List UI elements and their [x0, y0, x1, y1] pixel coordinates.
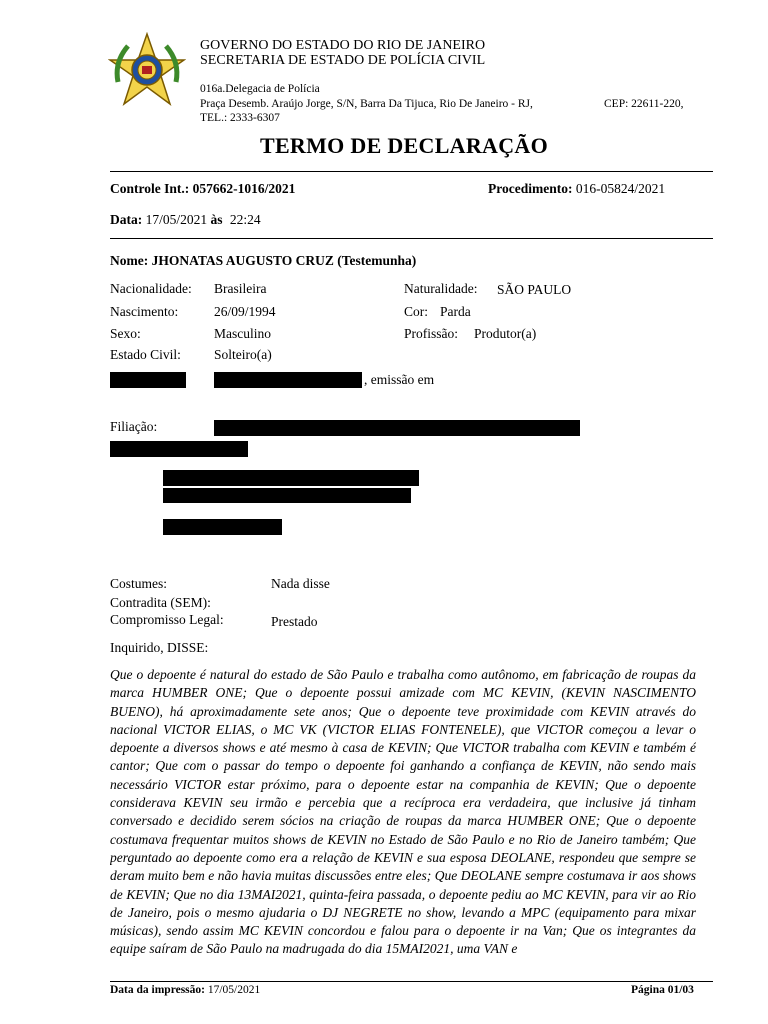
person-name: Nome: JHONATAS AUGUSTO CRUZ (Testemunha): [110, 253, 417, 268]
address: Praça Desemb. Araújo Jorge, S/N, Barra Da Tijuca, Rio De Janeiro - RJ,: [200, 98, 533, 110]
page-number: Página 01/03: [631, 984, 694, 996]
print-date: [110, 983, 260, 997]
emissao-text: , emissão em: [364, 372, 435, 387]
costumes-value: Nada disse: [271, 576, 330, 591]
statement-text: Que o depoente é natural do estado de São Paulo e trabalha como autônomo, em fabricação de roupas da marca HUMBER ONE; Que o depoente possui amizade com MC KEVIN, (KEVIN NASCIMENTO BUENO), há aproximadamente sete anos; Que o depoente teve proximidade com KEVIN através do nacional VICTOR ELIAS, o MC VK (VICTOR ELIAS FONTENELE), que VICTOR começou a levar o depoente a diversos shows e até mesmo à casa de KEVIN; Que VICTOR trabalha com KEVIN e também é cantor; Que com o passar do tempo o depoente foi ganhando a confiança de KEVIN, não sendo mais necessário VICTOR estar próximo, para o depoente estar na companhia de KEVIN; Que o depoente considerava KEVIN seu irmão e percebia que a recíproca era verdadeira, que inclusive já tinham conversado e decidido serem sócios na criação de roupas da marca HUMBER ONE; Que o depoente costumava frequentar muitos shows de KEVIN no Estado de São Paulo e no Rio de Janeiro também; Que perguntado ao depoente como era a relação de KEVIN e sua esposa DEOLANE, respondeu que sempre se deram muito bem e não havia muitas discussões entre eles; Que DEOLANE sempre costumava ir aos shows de KEVIN; Que no dia 13MAI2021, quinta-feira passada, o depoente pediu ao MC KEVIN, para vir ao Rio de Janeiro, pois o mesmo ajudaria o DJ NEGRETE no show, levando a MPC (equipamento para mixar músicas), sendo assim MC KEVIN concordou e falou para o depoente ir na Van; Que os integrantes da equipe saíram de São Paulo na madrugada do dia 15MAI2021, uma VAN e: [110, 667, 696, 957]
data-value: 17/05/2021: [145, 212, 208, 227]
costumes-label: Costumes:: [110, 576, 168, 591]
divider: [110, 981, 713, 982]
redaction-block: [163, 488, 411, 503]
nascimento-label: Nascimento:: [110, 304, 179, 319]
sexo-label: Sexo:: [110, 326, 141, 341]
compromisso-value: Prestado: [271, 614, 318, 629]
secretariat-line: SECRETARIA DE ESTADO DE POLÍCIA CIVIL: [200, 53, 486, 68]
compromisso-label: Compromisso Legal:: [110, 612, 224, 627]
print-date-value: 17/05/2021: [207, 984, 261, 996]
profissao-value: Produtor(a): [474, 326, 537, 341]
naturalidade-label: Naturalidade:: [404, 281, 478, 296]
data-row: [110, 212, 261, 228]
redaction-block: [163, 470, 419, 486]
redaction-block: [163, 519, 282, 535]
estado-civil-value: Solteiro(a): [214, 347, 272, 362]
government-line: GOVERNO DO ESTADO DO RIO DE JANEIRO: [200, 38, 486, 53]
redaction-block: [110, 441, 248, 457]
print-date-label: Data da impressão:: [110, 984, 205, 996]
procedimento-label: Procedimento:: [488, 181, 573, 196]
contradita-label: Contradita (SEM):: [110, 595, 211, 610]
divider: [110, 238, 713, 239]
page-title: TERMO DE DECLARAÇÃO: [259, 133, 549, 158]
redaction-block: [214, 420, 580, 436]
cep: CEP: 22611-220,: [604, 98, 684, 110]
police-unit: 016a.Delegacia de Polícia: [200, 83, 320, 95]
controle: Controle Int.: 057662-1016/2021: [110, 181, 296, 196]
nascimento-value: 26/09/1994: [214, 304, 276, 319]
nacionalidade-value: Brasileira: [214, 281, 267, 296]
police-emblem-icon: [108, 32, 186, 110]
hora-value: 22:24: [229, 212, 261, 227]
filiacao-label: Filiação:: [110, 419, 158, 434]
data-label: Data:: [110, 212, 143, 227]
redaction-block: [110, 372, 186, 388]
naturalidade-value: SÃO PAULO: [497, 282, 572, 297]
procedimento-value: 016-05824/2021: [575, 181, 666, 196]
cor-label: Cor:: [404, 304, 429, 319]
inquirido-label: Inquirido, DISSE:: [110, 640, 209, 655]
as-label: às: [210, 212, 223, 227]
cor-value: Parda: [440, 304, 471, 319]
redaction-block: [214, 372, 362, 388]
nacionalidade-label: Nacionalidade:: [110, 281, 192, 296]
profissao-label: Profissão:: [404, 326, 458, 341]
estado-civil-label: Estado Civil:: [110, 347, 181, 362]
procedimento: [488, 181, 665, 197]
sexo-value: Masculino: [214, 326, 271, 341]
divider: [110, 171, 713, 172]
phone: TEL.: 2333-6307: [200, 112, 280, 124]
